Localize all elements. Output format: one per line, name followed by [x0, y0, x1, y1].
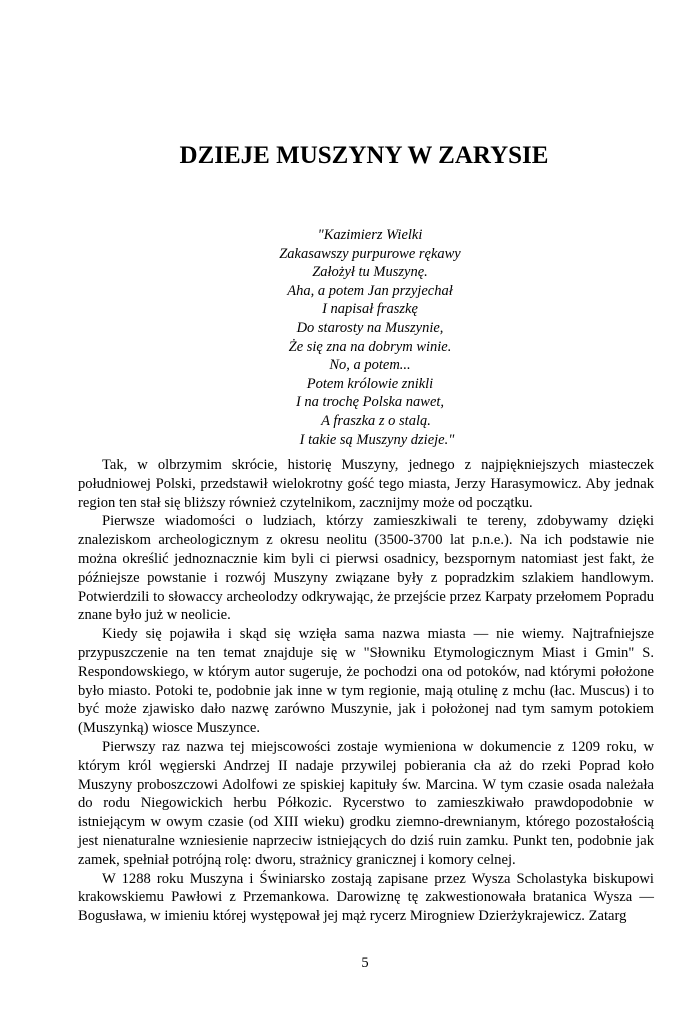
page-number: 5 [361, 955, 369, 971]
paragraph: Pierwsze wiadomości o ludziach, którzy zamieszkiwali te tereny, zdobywamy dzięki znaleziskom archeologicznym z okresu neolitu (3500-3700 lat p.n.e.). Na ich podstawie nie można określić jednoznacznie kim byli ci pierwsi osadnicy, bezspornym natomiast jest fakt, że późniejsze powstanie i rozwój Muszyny związane były z popradzkim szlakiem handlowym. Potwierdzili to słowaccy archeolodzy odkrywając, że przejście przez Karpaty przełomem Popradu znane było już w neolicie. [78, 513, 654, 624]
poem-line: Zakasawszy purpurowe rękawy [279, 245, 461, 262]
poem-line: Założył tu Muszynę. [312, 264, 428, 281]
body-text [78, 456, 654, 926]
page-title: DZIEJE MUSZYNY W ZARYSIE [179, 142, 549, 169]
poem-line: Do starosty na Muszynie, [296, 319, 444, 336]
poem-line: I takie są Muszyny dzieje." [299, 431, 455, 448]
paragraph: Kiedy się pojawiła i skąd się wzięła sama nazwa miasta — nie wiemy. Najtrafniejsze przypuszczenie na ten temat znajduje się w "Słowniku Etymologicznym Miast i Gmin" S. Respondowskiego, w którym autor sugeruje, że pochodzi ona od potoków, nad którymi położone było miasto. Potoki te, podobnie jak inne w tym regionie, mają otulinę z mchu (łac. Muscus) i to być może zjawisko dało nazwę zarówno Muszynie, jak i położonej nad tym samym potokiem (Muszynką) wiosce Muszynce. [78, 626, 654, 737]
poem-line: Aha, a potem Jan przyjechał [287, 282, 453, 299]
paragraph: Pierwszy raz nazwa tej miejscowości zostaje wymieniona w dokumencie z 1209 roku, w którym król węgierski Andrzej II nadaje przywilej pobierania cła aż do rzeki Poprad koło Muszyny proboszczowi Adolfowi ze spiskiej kapituły św. Marcina. W tym czasie osada należała do rodu Niegowickich herbu Półkozic. Rycerstwo to zamieszkiwało prawdopodobnie w istniejącym w owym czasie (od XIII wieku) grodku ziemno-drewnianym, którego pozostałością jest nienaturalne wzniesienie naprzeciw istniejących do dziś ruin zamku. Punkt ten, podobnie jak zamek, spełniał potrójną rolę: dworu, strażnicy granicznej i komory celnej. [78, 738, 654, 868]
poem-line: A fraszka z o stalą. [321, 412, 431, 429]
poem-line: No, a potem... [329, 357, 411, 374]
poem-line: I napisał fraszkę [322, 301, 418, 318]
poem-line: "Kazimierz Wielki [317, 227, 423, 243]
epigraph-poem [220, 226, 520, 449]
poem-line: I na trochę Polska nawet, [295, 394, 445, 411]
paragraph: Tak, w olbrzymim skrócie, historię Muszyny, jednego z najpiękniejszych miasteczek południowej Polski, przedstawił wielokrotny gość tego miasta, Jerzy Harasymowicz. Aby jednak region ten stał się bliższy również czytelnikom, zacznijmy może od początku. [78, 457, 654, 511]
poem-line: Potem królowie znikli [306, 375, 434, 392]
paragraph: W 1288 roku Muszyna i Świniarsko zostają zapisane przez Wysza Scholastyka biskupowi krakowskiemu Pawłowi z Przemankowa. Darowiznę tę zakwestionowała bratanica Wysza — Bogusława, w imieniu której występował jej mąż rycerz Mirogniew Dzierżykrajewicz. Zatarg [78, 870, 654, 925]
poem-line: Że się zna na dobrym winie. [288, 338, 452, 355]
